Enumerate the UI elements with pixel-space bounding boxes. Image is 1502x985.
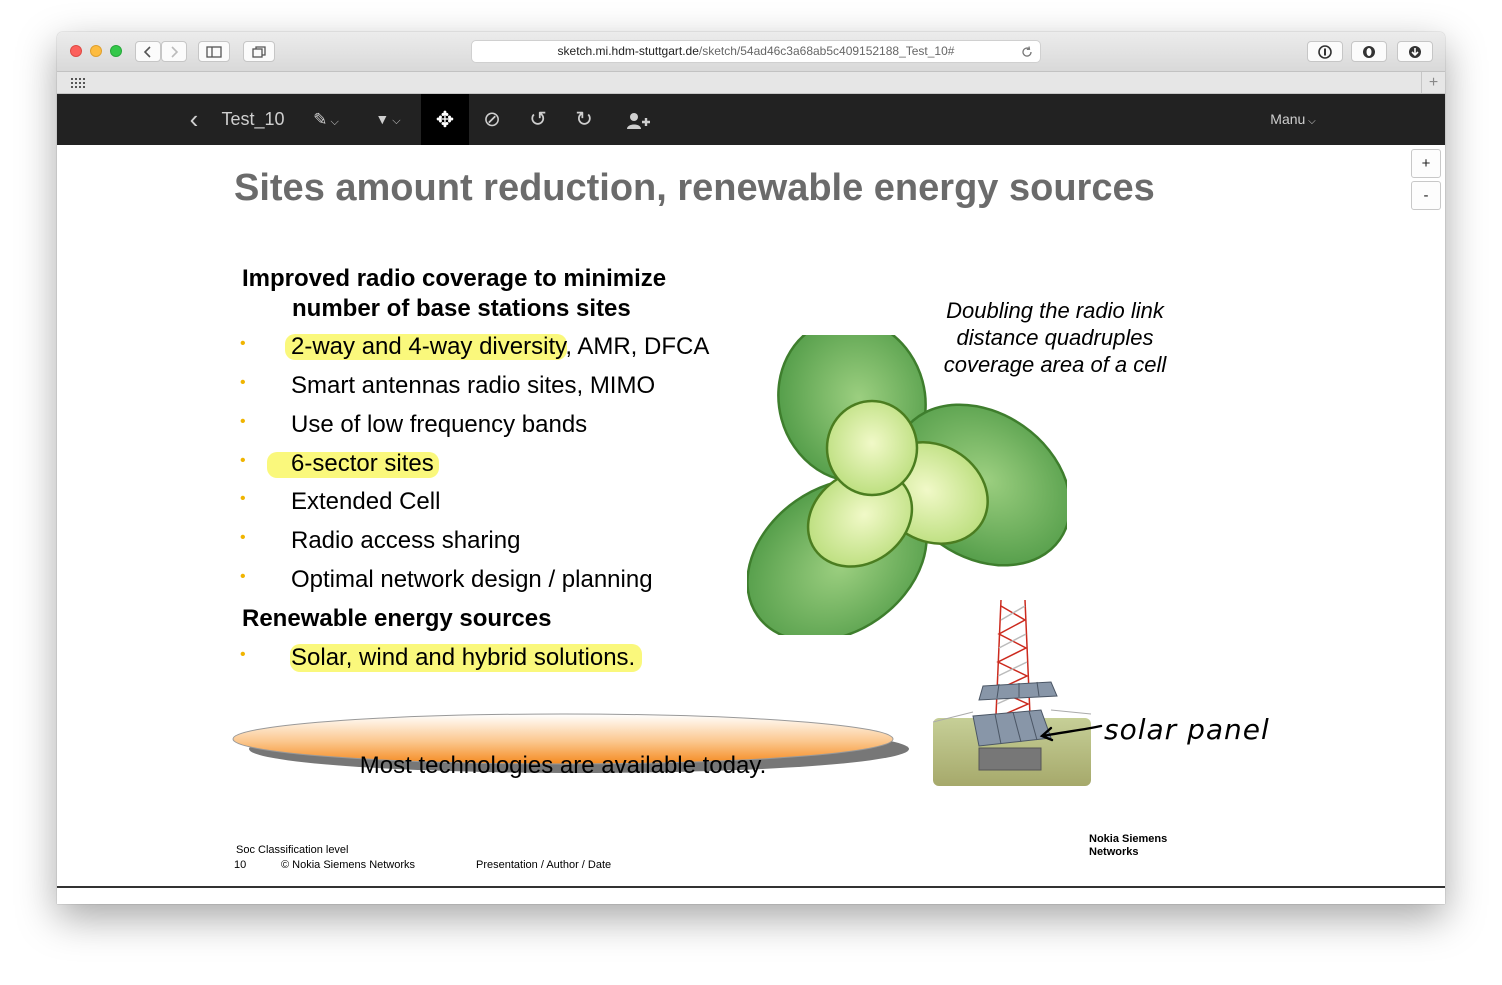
chevron-down-icon: ⌵: [327, 116, 339, 128]
privacy-button[interactable]: [1351, 41, 1387, 62]
bullet-icon: •: [240, 568, 246, 585]
coverage-caption: Doubling the radio link distance quadruples coverage area of a cell: [943, 298, 1167, 377]
add-user-button[interactable]: [623, 94, 657, 145]
grid-icon[interactable]: [71, 78, 87, 88]
list-item-text: Smart antennas radio sites, MIMO: [291, 372, 656, 399]
slide-title: Sites amount reduction, renewable energy sources: [234, 167, 1155, 209]
back-arrow-icon: ‹: [189, 104, 199, 134]
bullet-icon: •: [240, 452, 246, 469]
list-item-text: Radio access sharing: [291, 527, 521, 554]
solar-tower-photo: [933, 598, 1093, 788]
handwritten-note: solar panel: [1104, 713, 1270, 746]
logo-line-2: Networks: [1089, 846, 1139, 858]
heading-line-1: Improved radio coverage to minimize: [242, 265, 667, 292]
list-item-text: Extended Cell: [291, 488, 441, 515]
section-heading-renewable: Renewable energy sources: [242, 605, 552, 632]
redo-icon: ↻: [575, 108, 593, 131]
list-item-text: Use of low frequency bands: [291, 411, 588, 438]
move-tool-button[interactable]: [421, 94, 469, 145]
undo-icon: ↺: [529, 108, 547, 131]
downloads-button[interactable]: [1397, 41, 1433, 62]
undo-button[interactable]: [523, 94, 553, 145]
logo-line-1: Nokia Siemens: [1089, 833, 1168, 845]
zoom-out-button[interactable]: -: [1411, 181, 1441, 210]
clear-button[interactable]: [477, 94, 507, 145]
filter-tool-button[interactable]: [365, 94, 411, 145]
forward-button[interactable]: [161, 41, 187, 62]
footer-presentation: Presentation / Author / Date: [476, 859, 612, 871]
new-tab-button[interactable]: [1421, 72, 1445, 94]
pen-icon: ✎: [313, 110, 328, 129]
url-path: /sketch/54ad46c3a68ab5c409152188_Test_10#: [698, 44, 955, 58]
back-icon: [143, 46, 153, 58]
cancel-icon: ⊘: [483, 108, 501, 131]
company-logo: [1089, 833, 1167, 859]
info-icon: [1318, 45, 1332, 59]
close-window-button[interactable]: [70, 45, 82, 57]
bullet-icon: •: [240, 335, 246, 352]
tabs-overview-button[interactable]: [243, 41, 275, 62]
info-button[interactable]: [1307, 41, 1343, 62]
sidebar-button[interactable]: [198, 41, 230, 62]
bullet-icon: •: [240, 646, 246, 663]
bookmarks-bar: [57, 72, 1445, 94]
chevron-down-icon: ⌵: [389, 115, 401, 127]
reload-icon[interactable]: [1021, 46, 1033, 58]
cell-coverage-diagram: [747, 335, 1067, 635]
footer-page-number: 10: [234, 859, 247, 871]
list-item-text: Solar, wind and hybrid solutions.: [291, 644, 636, 671]
browser-titlebar: [57, 32, 1445, 72]
back-button[interactable]: [135, 41, 161, 62]
maximize-window-button[interactable]: [110, 45, 122, 57]
minimize-window-button[interactable]: [90, 45, 102, 57]
bullet-icon: •: [240, 490, 246, 507]
tabs-icon: [252, 46, 266, 58]
bullet-icon: •: [240, 374, 246, 391]
sketch-canvas[interactable]: [57, 145, 1445, 888]
filter-icon: ▼: [375, 111, 390, 127]
section-heading-coverage: [242, 265, 666, 293]
document-title[interactable]: Test_10: [221, 109, 285, 129]
pen-tool-button[interactable]: [303, 94, 349, 145]
footer-copyright: © Nokia Siemens Networks: [281, 859, 416, 871]
url-host: sketch.mi.hdm-stuttgart.de: [557, 44, 699, 58]
shield-icon: [1362, 45, 1376, 59]
app-toolbar: [57, 94, 1445, 145]
menu-label: Manu: [1270, 111, 1306, 127]
zoom-in-button[interactable]: +: [1411, 149, 1441, 178]
address-bar[interactable]: [471, 40, 1041, 63]
back-nav-button[interactable]: [181, 94, 207, 145]
add-user-icon: [626, 112, 654, 130]
list-item-text: Optimal network design / planning: [291, 566, 653, 593]
footer-classification: Soc Classification level: [236, 844, 349, 856]
bullet-icon: •: [240, 413, 246, 430]
forward-icon: [169, 46, 179, 58]
sidebar-icon: [206, 46, 222, 58]
new-tab-icon: +: [1428, 74, 1439, 91]
list-item-text: 6-sector sites: [291, 450, 434, 477]
banner-text: Most technologies are available today.: [359, 752, 767, 779]
section-heading-coverage-line-2: number of base stations sites: [292, 295, 631, 322]
chevron-down-icon: ⌵: [1305, 116, 1316, 127]
arrow-icon: [1037, 720, 1107, 744]
menu-dropdown[interactable]: [1263, 94, 1323, 145]
move-icon: ✥: [435, 107, 455, 132]
bullet-icon: •: [240, 529, 246, 546]
list-item-text: 2-way and 4-way diversity, AMR, DFCA: [291, 333, 710, 360]
redo-button[interactable]: [569, 94, 599, 145]
browser-window: [57, 32, 1445, 904]
download-icon: [1408, 45, 1422, 59]
